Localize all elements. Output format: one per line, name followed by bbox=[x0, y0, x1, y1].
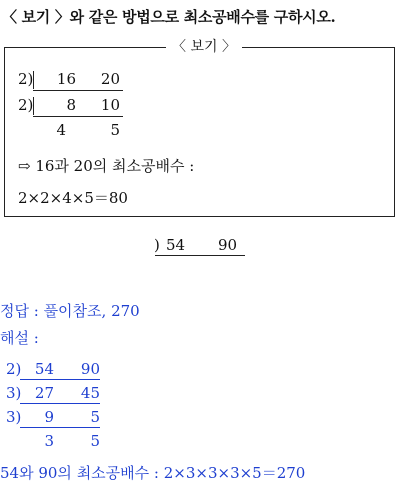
answer-divisor-2: 3) bbox=[6, 384, 22, 402]
answer-underline-2 bbox=[20, 403, 100, 404]
problem-value-a: 54 bbox=[166, 236, 186, 254]
answer-divisor-1: 2) bbox=[6, 360, 22, 378]
problem-paren: ) bbox=[154, 236, 160, 254]
example-divisor-2: 2) bbox=[18, 96, 34, 114]
answer-value-3a: 9 bbox=[44, 408, 54, 426]
answer-value-1b: 90 bbox=[80, 360, 100, 378]
answer-value-3b: 5 bbox=[90, 408, 100, 426]
example-value-2b: 10 bbox=[100, 96, 120, 114]
example-quotient-a: 4 bbox=[56, 121, 66, 139]
problem-value-b: 90 bbox=[218, 236, 238, 254]
question-text: 〈 보기 〉와 같은 방법으로 최소공배수를 구하시오. bbox=[2, 8, 336, 26]
answer-value-1a: 54 bbox=[34, 360, 54, 378]
example-box-title: 〈 보기 〉 bbox=[166, 36, 242, 56]
answer-underline-1 bbox=[20, 379, 100, 380]
answer-value: 270 bbox=[111, 302, 140, 320]
problem-underline bbox=[155, 255, 245, 256]
explanation-label: 해설 : bbox=[0, 329, 39, 347]
example-value-1b: 20 bbox=[100, 70, 120, 88]
answer-value-2a: 27 bbox=[34, 384, 54, 402]
answer-label bbox=[0, 300, 140, 321]
answer-label-text: 정답 : 풀이참조, bbox=[0, 302, 107, 320]
answer-quotient-b: 5 bbox=[90, 432, 100, 450]
example-lcm-label: ⇨ 16과 20의 최소공배수 : bbox=[18, 157, 195, 175]
example-value-2a: 8 bbox=[66, 96, 76, 114]
answer-conclusion: 54와 90의 최소공배수 : 2×3×3×3×5＝270 bbox=[0, 464, 306, 482]
example-lcm-expression: 2×2×4×5＝80 bbox=[18, 189, 128, 207]
example-value-1a: 16 bbox=[56, 70, 76, 88]
example-bracket-2 bbox=[33, 97, 34, 115]
answer-divisor-3: 3) bbox=[6, 408, 22, 426]
example-underline-1 bbox=[33, 90, 123, 91]
example-underline-2 bbox=[33, 116, 123, 117]
answer-quotient-a: 3 bbox=[44, 432, 54, 450]
answer-underline-3 bbox=[20, 427, 100, 428]
example-divisor-1: 2) bbox=[18, 70, 34, 88]
example-quotient-b: 5 bbox=[110, 121, 120, 139]
example-bracket-1 bbox=[33, 71, 34, 89]
answer-value-2b: 45 bbox=[80, 384, 100, 402]
